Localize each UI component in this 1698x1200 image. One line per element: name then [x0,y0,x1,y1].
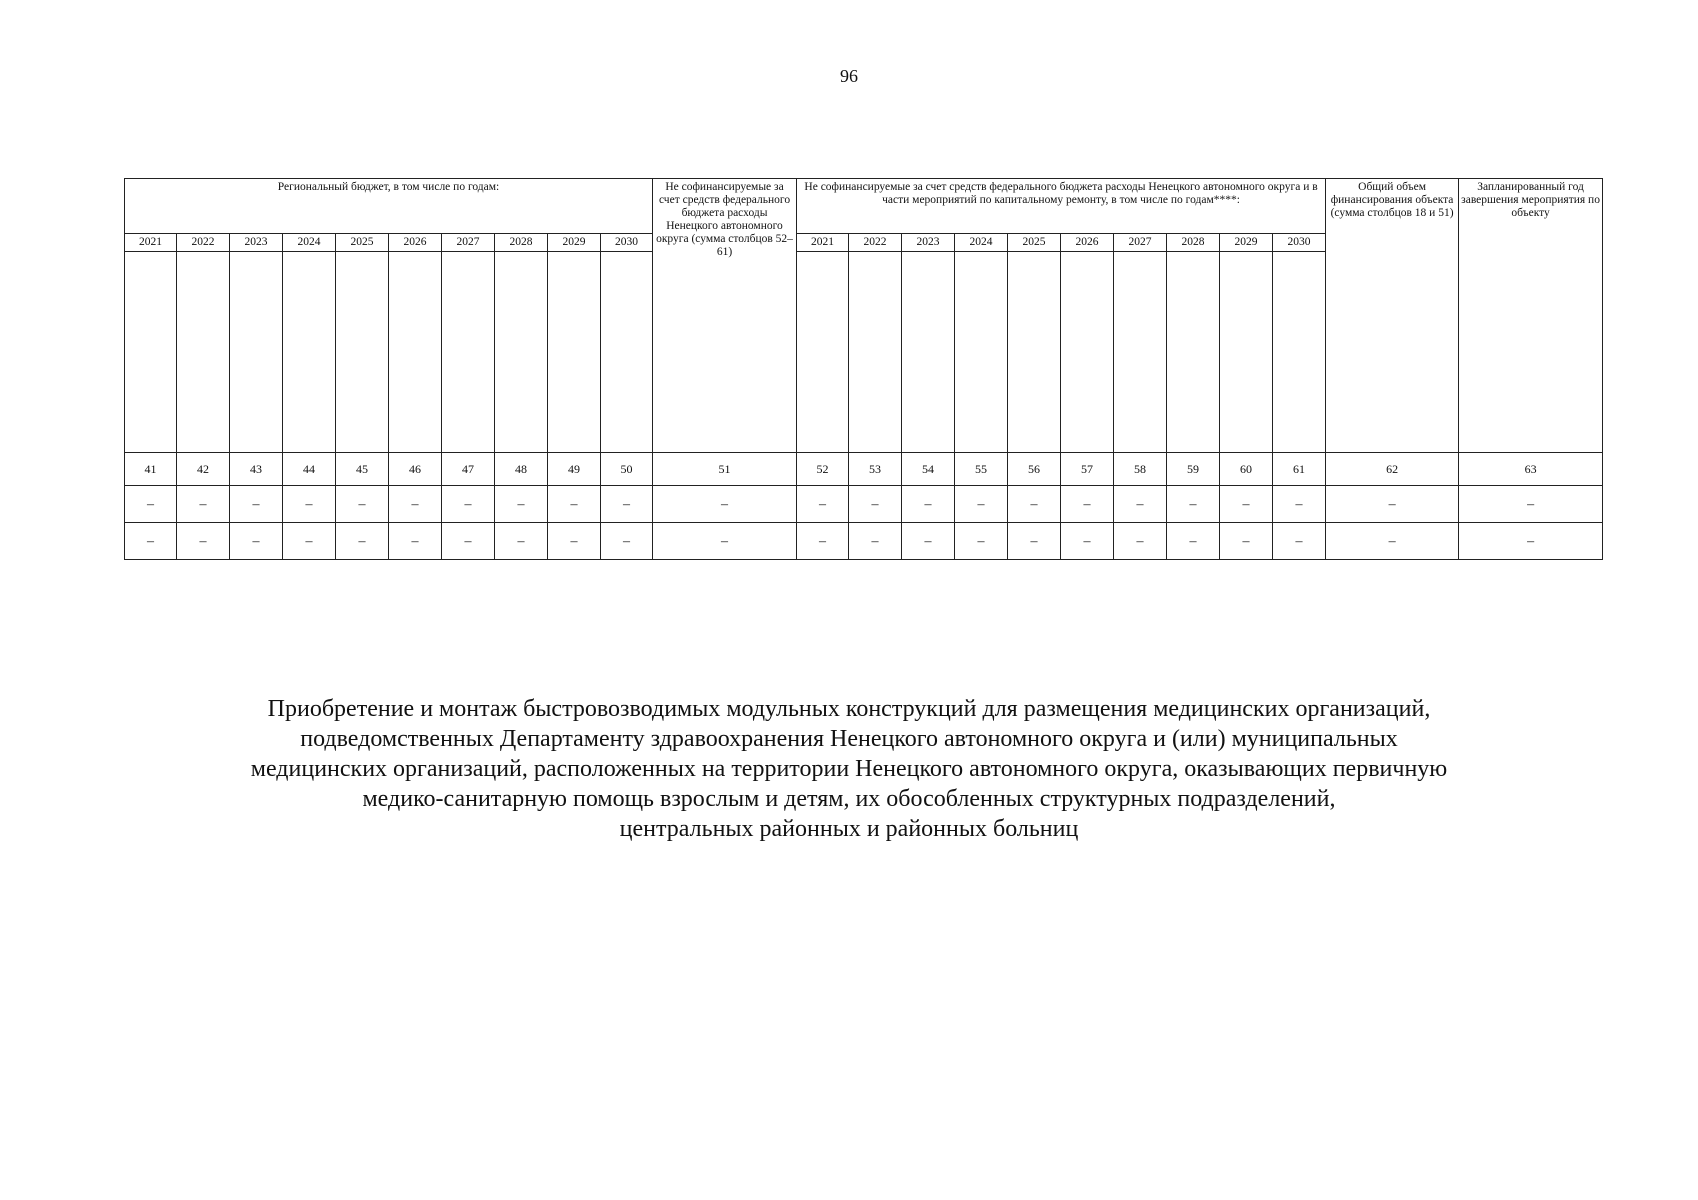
year-column-space [1220,252,1273,453]
table-cell: – [653,523,797,560]
regional-year-cell: 2024 [283,234,336,252]
table-cell: – [125,523,177,560]
table-row [125,486,1603,523]
total-volume-header: Общий объем финансирования объекта (сумма столбцов 18 и 51) [1326,179,1459,453]
table-cell: – [495,523,548,560]
year-column-space [177,252,230,453]
heading-line: медицинских организаций, расположенных на территории Ненецкого автономного округа, оказывающих первичную [250,756,1448,782]
regional-year-cell: 2027 [442,234,495,252]
year-column-space [1114,252,1167,453]
table-cell: – [548,486,601,523]
heading-line: медико-санитарную помощь взрослым и детям, их обособленных структурных подразделений, [362,786,1336,812]
table-cell: – [601,523,653,560]
year-column-space [230,252,283,453]
year-column-space [336,252,389,453]
column-number: 46 [389,453,442,486]
table-cell: – [177,486,230,523]
column-number: 54 [902,453,955,486]
year-column-space [125,252,177,453]
table-cell: – [902,486,955,523]
year-column-space [601,252,653,453]
column-number: 47 [442,453,495,486]
year-column-space [389,252,442,453]
year-column-space [849,252,902,453]
table-cell: – [849,486,902,523]
column-number: 42 [177,453,230,486]
table-cell: – [902,523,955,560]
table-cell: – [797,523,849,560]
table-cell: – [1061,486,1114,523]
table-cell: – [125,486,177,523]
regional-year-cell: 2026 [389,234,442,252]
federal-year-cell: 2023 [902,234,955,252]
column-number: 60 [1220,453,1273,486]
year-column-space [283,252,336,453]
column-number-row [125,453,1603,486]
federal-year-cell: 2029 [1220,234,1273,252]
column-number: 63 [1459,453,1603,486]
table-cell: – [442,486,495,523]
table-cell: – [1326,523,1459,560]
federal-year-cell: 2026 [1061,234,1114,252]
year-column-space [955,252,1008,453]
column-number: 52 [797,453,849,486]
table-row [125,523,1603,560]
federal-year-cell: 2021 [797,234,849,252]
column-number: 56 [1008,453,1061,486]
budget-table [124,178,1603,560]
table-cell: – [849,523,902,560]
table-cell: – [1114,523,1167,560]
table-cell: – [336,523,389,560]
regional-year-cell: 2029 [548,234,601,252]
column-number: 43 [230,453,283,486]
year-column-space [1008,252,1061,453]
table-cell: – [1459,523,1603,560]
table-cell: – [601,486,653,523]
table-cell: – [1167,486,1220,523]
table-cell: – [955,486,1008,523]
year-column-space [1273,252,1326,453]
table-cell: – [1220,523,1273,560]
column-number: 61 [1273,453,1326,486]
table-cell: – [1273,523,1326,560]
federal-year-cell: 2028 [1167,234,1220,252]
heading-line: подведомственных Департаменту здравоохранения Ненецкого автономного округа и (или) муниципальных [300,726,1398,752]
table-cell: – [1061,523,1114,560]
non-cofinanced-years-header: Не софинансируемые за счет средств федерального бюджета расходы Ненецкого автономного округа и в части мероприятий по капитальному ремонту, в том числе по годам****: [797,179,1326,234]
table-cell: – [548,523,601,560]
table-cell: – [177,523,230,560]
regional-year-cell: 2023 [230,234,283,252]
year-column-space [1061,252,1114,453]
table-cell: – [283,486,336,523]
regional-year-cell: 2028 [495,234,548,252]
heading-line: Приобретение и монтаж быстровозводимых модульных конструкций для размещения медицинских организаций, [267,696,1431,722]
year-column-space [548,252,601,453]
federal-year-cell: 2024 [955,234,1008,252]
table-cell: – [955,523,1008,560]
table-cell: – [230,523,283,560]
federal-year-cell: 2022 [849,234,902,252]
table-cell: – [1008,486,1061,523]
column-number: 44 [283,453,336,486]
table-cell: – [653,486,797,523]
regional-year-cell: 2030 [601,234,653,252]
table-cell: – [495,486,548,523]
table-cell: – [442,523,495,560]
column-number: 41 [125,453,177,486]
year-column-space [495,252,548,453]
table-cell: – [389,523,442,560]
table-cell: – [1459,486,1603,523]
year-column-space [797,252,849,453]
table-cell: – [1326,486,1459,523]
table-cell: – [1008,523,1061,560]
column-number: 45 [336,453,389,486]
column-number: 57 [1061,453,1114,486]
column-number: 58 [1114,453,1167,486]
table-cell: – [1114,486,1167,523]
federal-year-cell: 2025 [1008,234,1061,252]
column-number: 49 [548,453,601,486]
column-number: 53 [849,453,902,486]
column-number: 48 [495,453,548,486]
section-heading [0,694,1698,844]
column-number: 59 [1167,453,1220,486]
table-cell: – [230,486,283,523]
column-number: 62 [1326,453,1459,486]
table-cell: – [389,486,442,523]
table-cell: – [283,523,336,560]
table-cell: – [797,486,849,523]
non-cofinanced-total-header: Не софинансируемые за счет средств федерального бюджета расходы Ненецкого автономного округа (сумма столбцов 52–61) [653,179,797,453]
column-number: 50 [601,453,653,486]
heading-line: центральных районных и районных больниц [619,816,1079,842]
federal-year-cell: 2030 [1273,234,1326,252]
regional-year-cell: 2022 [177,234,230,252]
table-cell: – [1273,486,1326,523]
table-cell: – [336,486,389,523]
year-column-space [442,252,495,453]
year-column-space [1167,252,1220,453]
regional-year-cell: 2021 [125,234,177,252]
completion-year-header: Запланированный год завершения мероприятия по объекту [1459,179,1603,453]
header-row-groups [125,179,1603,234]
column-number: 51 [653,453,797,486]
table-cell: – [1167,523,1220,560]
regional-year-cell: 2025 [336,234,389,252]
table-cell: – [1220,486,1273,523]
column-number: 55 [955,453,1008,486]
year-column-space [902,252,955,453]
page-number: 96 [840,66,858,86]
federal-year-cell: 2027 [1114,234,1167,252]
regional-budget-header: Региональный бюджет, в том числе по годам: [125,179,653,234]
